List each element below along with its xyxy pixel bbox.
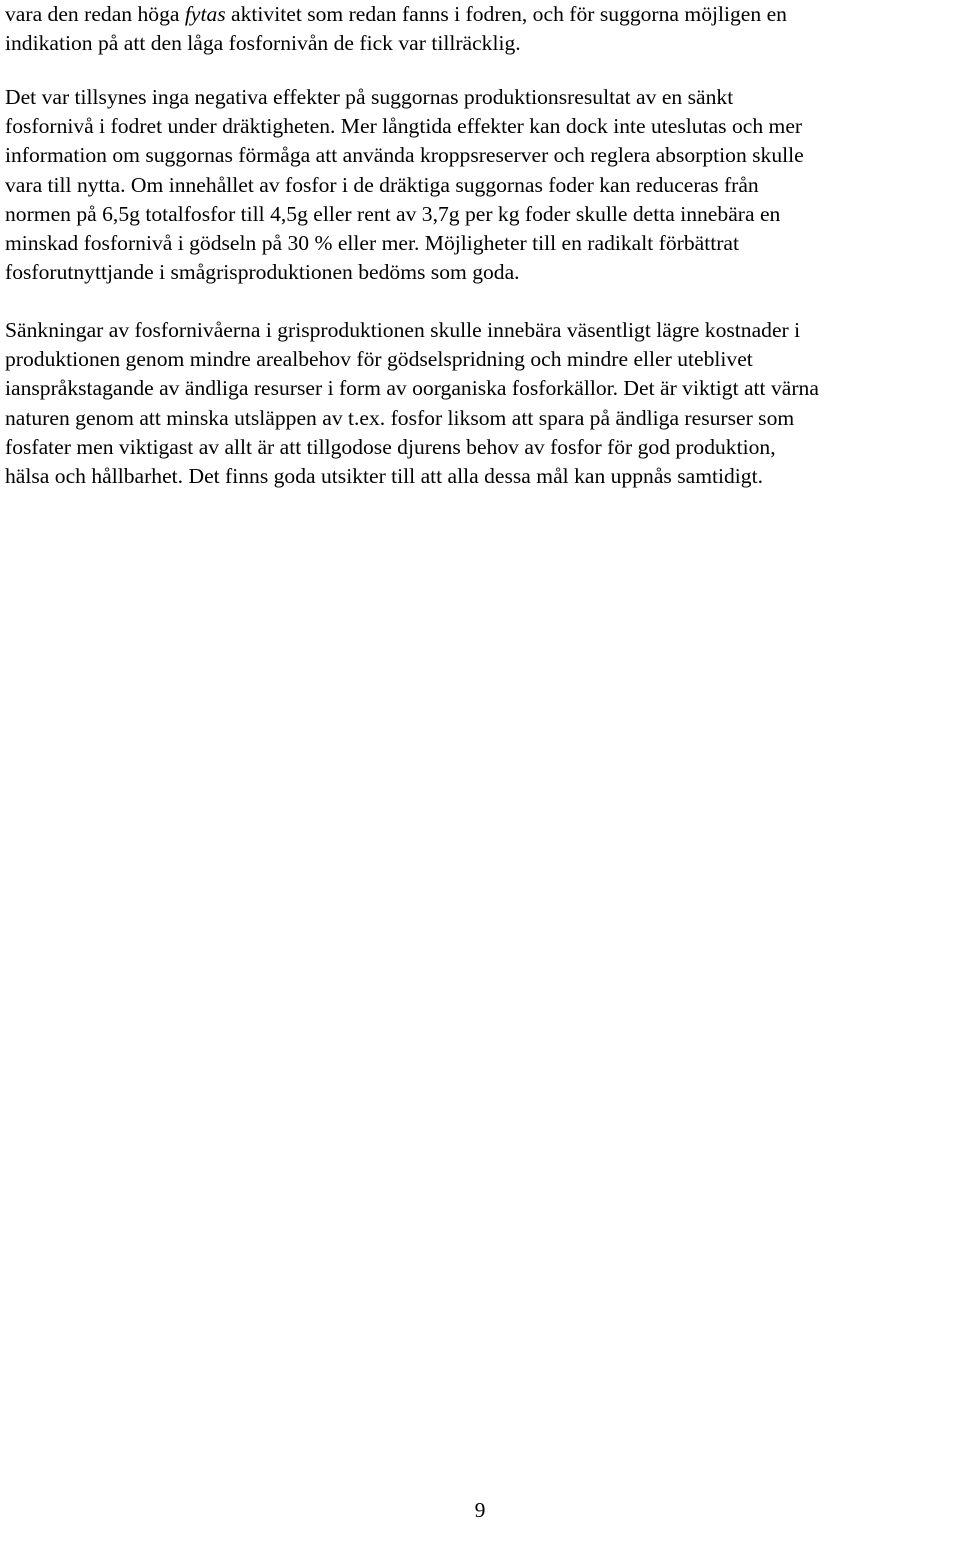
text-line: Sänkningar av fosfornivåerna i grisproduktionen skulle innebära väsentligt lägre kostnader i [5,318,801,342]
paragraph-3 [5,316,819,491]
text-line: fosfater men viktigast av allt är att tillgodose djurens behov av fosfor för god produktion, [5,434,776,459]
text-line [5,0,787,29]
text-line: normen på 6,5g totalfosfor till 4,5g eller rent av 3,7g per kg foder skulle detta innebära en [5,201,781,226]
text-line: vara till nytta. Om innehållet av fosfor i de dräktiga suggornas foder kan reduceras från [5,172,759,197]
text-line: Det var tillsynes inga negativa effekter på suggornas produktionsresultat av en sänkt [5,85,734,109]
text-segment: aktivitet som redan fanns i fodren, och för suggorna möjligen en [225,2,787,26]
text-line: produktionen genom mindre arealbehov för gödselspridning och mindre eller uteblivet [5,347,753,372]
paragraph-1 [5,0,787,58]
italic-term: fytas [184,2,226,26]
text-line: information om suggornas förmåga att använda kroppsreserver och reglera absorption skulle [5,143,804,168]
text-line: naturen genom att minska utsläppen av t.ex. fosfor liksom att spara på ändliga resurser som [5,405,795,430]
text-segment: vara den redan höga [5,2,185,26]
text-line: ianspråkstagande av ändliga resurser i form av oorganiska fosforkällor. Det är viktigt att värna [5,376,819,401]
paragraph-2 [5,83,804,287]
text-line: fosfornivå i fodret under dräktigheten. Mer långtida effekter kan dock inte uteslutas och mer [5,114,803,139]
page-number: 9 [474,1498,486,1522]
text-line: indikation på att den låga fosfornivån de fick var tillräcklig. [5,31,521,56]
text-line: minskad fosfornivå i gödseln på 30 % eller mer. Möjligheter till en radikalt förbättrat [5,230,739,255]
text-line: fosforutnyttjande i smågrisproduktionen bedöms som goda. [5,260,520,285]
text-line: hälsa och hållbarhet. Det finns goda utsikter till att alla dessa mål kan uppnås samtidigt. [5,463,763,488]
